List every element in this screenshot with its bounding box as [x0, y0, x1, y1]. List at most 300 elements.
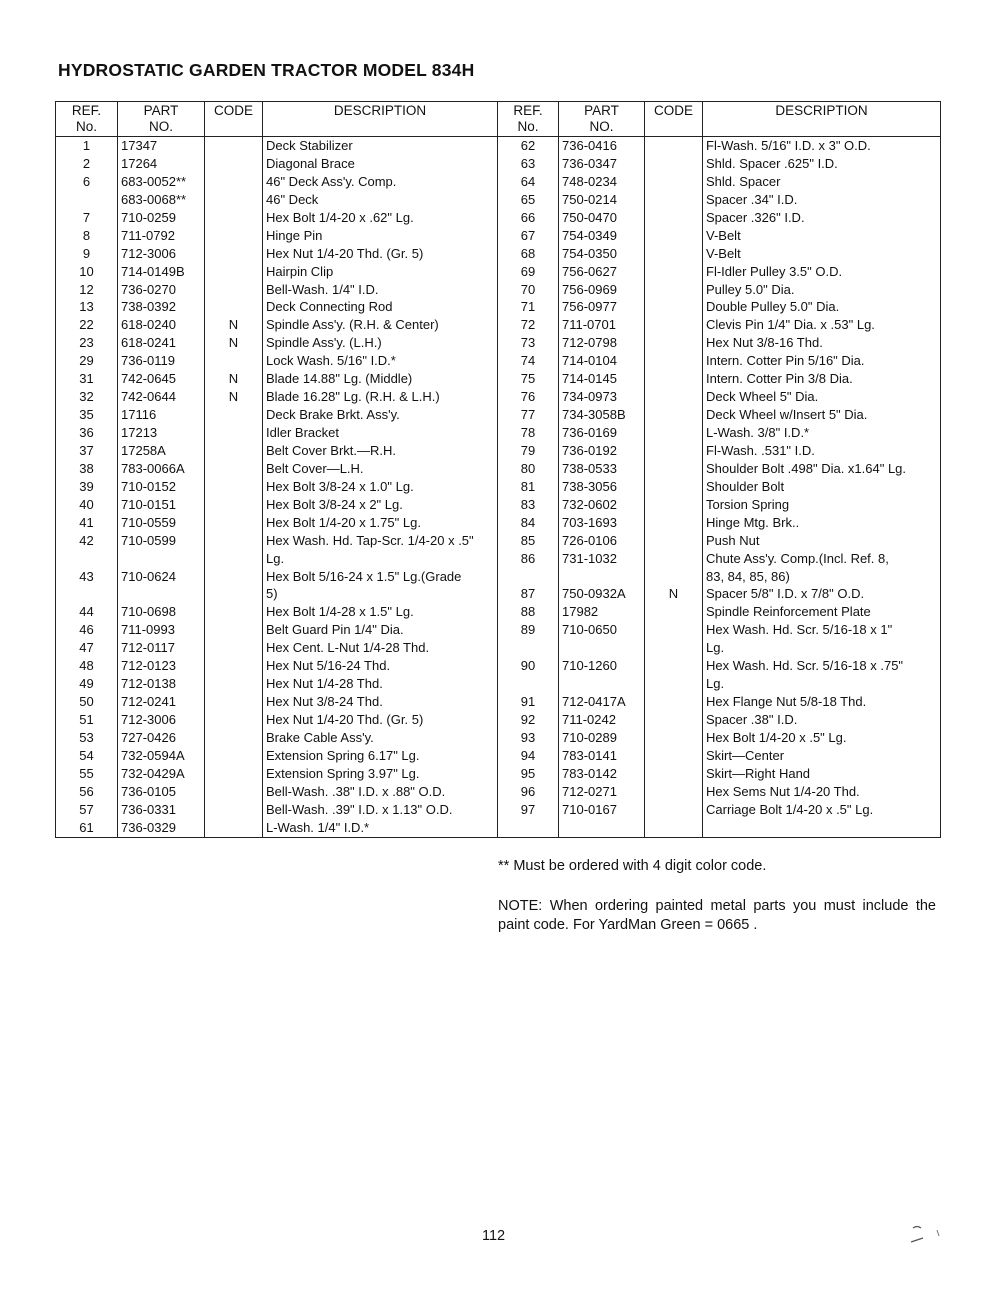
cell-description-left: 46" Deck: [263, 191, 498, 209]
cell-code-right: [645, 352, 703, 370]
cell-code-left: [205, 424, 263, 442]
cell-description-left: Deck Connecting Rod: [263, 298, 498, 316]
cell-description-right: Hex Sems Nut 1/4-20 Thd.: [703, 783, 941, 801]
cell-part-left: 738-0392: [118, 298, 205, 316]
cell-description-right: 83, 84, 85, 86): [703, 568, 941, 586]
parts-table-body: [56, 137, 941, 838]
cell-part-right: 712-0417A: [559, 693, 645, 711]
cell-ref-right: 74: [498, 352, 559, 370]
cell-ref-right: 69: [498, 263, 559, 281]
header-code-right: CODE: [645, 102, 703, 137]
cell-ref-left: 46: [56, 621, 118, 639]
cell-code-right: [645, 514, 703, 532]
cell-ref-right: 95: [498, 765, 559, 783]
cell-part-left: 742-0644: [118, 388, 205, 406]
cell-code-right: [645, 765, 703, 783]
cell-ref-right: 96: [498, 783, 559, 801]
table-row: [56, 657, 941, 675]
cell-ref-left: 39: [56, 478, 118, 496]
cell-code-right: [645, 568, 703, 586]
cell-part-left: 618-0240: [118, 316, 205, 334]
cell-description-left: Bell-Wash. .39" I.D. x 1.13" O.D.: [263, 801, 498, 819]
cell-code-right: [645, 316, 703, 334]
table-row: [56, 639, 941, 657]
cell-part-right: 756-0627: [559, 263, 645, 281]
cell-code-left: [205, 281, 263, 299]
cell-description-left: Hex Nut 1/4-20 Thd. (Gr. 5): [263, 711, 498, 729]
cell-code-left: [205, 191, 263, 209]
cell-part-left: 710-0599: [118, 532, 205, 550]
cell-code-right: [645, 783, 703, 801]
cell-code-right: [645, 191, 703, 209]
table-row: [56, 406, 941, 424]
cell-part-left: 736-0105: [118, 783, 205, 801]
cell-description-right: Intern. Cotter Pin 5/16" Dia.: [703, 352, 941, 370]
cell-code-right: [645, 657, 703, 675]
cell-part-left: 714-0149B: [118, 263, 205, 281]
cell-ref-left: 48: [56, 657, 118, 675]
cell-part-left: 736-0119: [118, 352, 205, 370]
cell-ref-left: [56, 191, 118, 209]
cell-part-left: 710-0152: [118, 478, 205, 496]
cell-description-right: Fl-Idler Pulley 3.5" O.D.: [703, 263, 941, 281]
document-title: HYDROSTATIC GARDEN TRACTOR MODEL 834H: [58, 60, 475, 80]
cell-part-right: 756-0977: [559, 298, 645, 316]
cell-description-left: Spindle Ass'y. (R.H. & Center): [263, 316, 498, 334]
cell-description-right: [703, 819, 941, 837]
header-ref-left: REF. No.: [56, 102, 118, 137]
table-row: [56, 747, 941, 765]
cell-description-right: V-Belt: [703, 245, 941, 263]
cell-code-right: [645, 729, 703, 747]
cell-code-right: [645, 621, 703, 639]
cell-description-left: Hex Nut 5/16-24 Thd.: [263, 657, 498, 675]
cell-ref-left: 13: [56, 298, 118, 316]
cell-code-left: [205, 657, 263, 675]
cell-description-left: Deck Stabilizer: [263, 137, 498, 155]
cell-part-left: 712-0117: [118, 639, 205, 657]
cell-part-left: [118, 550, 205, 568]
cell-code-left: [205, 263, 263, 281]
cell-ref-left: 36: [56, 424, 118, 442]
cell-description-right: Lg.: [703, 675, 941, 693]
cell-description-right: Spacer .38" I.D.: [703, 711, 941, 729]
cell-description-left: Lg.: [263, 550, 498, 568]
cell-part-left: 736-0329: [118, 819, 205, 837]
cell-ref-left: 12: [56, 281, 118, 299]
cell-description-left: Extension Spring 6.17" Lg.: [263, 747, 498, 765]
table-row: [56, 603, 941, 621]
table-row: [56, 532, 941, 550]
cell-ref-right: 94: [498, 747, 559, 765]
cell-ref-left: 40: [56, 496, 118, 514]
cell-description-left: Spindle Ass'y. (L.H.): [263, 334, 498, 352]
cell-ref-right: 62: [498, 137, 559, 155]
cell-ref-left: 37: [56, 442, 118, 460]
cell-description-left: Hex Cent. L-Nut 1/4-28 Thd.: [263, 639, 498, 657]
cell-code-left: N: [205, 334, 263, 352]
cell-description-right: Spindle Reinforcement Plate: [703, 603, 941, 621]
cell-part-right: 750-0214: [559, 191, 645, 209]
cell-description-right: Pulley 5.0" Dia.: [703, 281, 941, 299]
cell-ref-left: [56, 585, 118, 603]
cell-part-left: 683-0068**: [118, 191, 205, 209]
table-row: [56, 801, 941, 819]
cell-code-left: [205, 711, 263, 729]
cell-ref-right: [498, 639, 559, 657]
cell-code-right: [645, 532, 703, 550]
cell-part-right: 734-0973: [559, 388, 645, 406]
cell-description-left: Brake Cable Ass'y.: [263, 729, 498, 747]
cell-ref-left: 29: [56, 352, 118, 370]
cell-description-left: Hex Bolt 3/8-24 x 2" Lg.: [263, 496, 498, 514]
cell-code-right: [645, 406, 703, 424]
cell-code-right: [645, 370, 703, 388]
cell-description-left: Hex Nut 1/4-20 Thd. (Gr. 5): [263, 245, 498, 263]
cell-code-right: [645, 137, 703, 155]
cell-description-right: Spacer .34" I.D.: [703, 191, 941, 209]
cell-part-right: 734-3058B: [559, 406, 645, 424]
cell-ref-left: 49: [56, 675, 118, 693]
cell-ref-left: 22: [56, 316, 118, 334]
cell-part-right: 714-0145: [559, 370, 645, 388]
cell-code-left: [205, 729, 263, 747]
cell-code-left: [205, 478, 263, 496]
cell-ref-left: 47: [56, 639, 118, 657]
cell-code-left: [205, 352, 263, 370]
cell-ref-right: 68: [498, 245, 559, 263]
cell-code-left: [205, 496, 263, 514]
cell-ref-left: 10: [56, 263, 118, 281]
cell-description-right: Hex Wash. Hd. Scr. 5/16-18 x 1": [703, 621, 941, 639]
cell-code-left: [205, 801, 263, 819]
header-part-right: PART NO.: [559, 102, 645, 137]
color-code-footnote: ** Must be ordered with 4 digit color code.: [498, 858, 767, 874]
cell-part-right: 750-0932A: [559, 585, 645, 603]
table-row: [56, 478, 941, 496]
cell-ref-left: 54: [56, 747, 118, 765]
cell-description-left: Belt Guard Pin 1/4" Dia.: [263, 621, 498, 639]
cell-description-left: Belt Cover Brkt.—R.H.: [263, 442, 498, 460]
cell-part-right: 703-1693: [559, 514, 645, 532]
cell-part-right: [559, 819, 645, 837]
cell-part-right: 726-0106: [559, 532, 645, 550]
cell-part-left: 711-0993: [118, 621, 205, 639]
header-description-left: DESCRIPTION: [263, 102, 498, 137]
table-row: [56, 191, 941, 209]
cell-part-left: 742-0645: [118, 370, 205, 388]
cell-description-left: Hex Bolt 3/8-24 x 1.0" Lg.: [263, 478, 498, 496]
cell-part-left: 736-0270: [118, 281, 205, 299]
table-row: [56, 729, 941, 747]
cell-part-right: 748-0234: [559, 173, 645, 191]
cell-code-left: [205, 442, 263, 460]
cell-ref-left: 2: [56, 155, 118, 173]
cell-description-right: Skirt—Center: [703, 747, 941, 765]
cell-description-right: Hex Bolt 1/4-20 x .5" Lg.: [703, 729, 941, 747]
cell-ref-right: 92: [498, 711, 559, 729]
cell-description-left: Bell-Wash. .38" I.D. x .88" O.D.: [263, 783, 498, 801]
table-row: [56, 765, 941, 783]
cell-code-right: [645, 460, 703, 478]
cell-code-left: [205, 245, 263, 263]
cell-ref-right: 91: [498, 693, 559, 711]
cell-code-right: [645, 496, 703, 514]
cell-description-right: Fl-Wash. 5/16" I.D. x 3" O.D.: [703, 137, 941, 155]
scan-artifact-mark: [905, 1222, 945, 1248]
cell-part-left: 17258A: [118, 442, 205, 460]
cell-ref-right: 87: [498, 585, 559, 603]
cell-part-left: 712-0138: [118, 675, 205, 693]
cell-ref-left: 53: [56, 729, 118, 747]
cell-ref-left: 35: [56, 406, 118, 424]
table-row: [56, 245, 941, 263]
cell-description-left: Deck Brake Brkt. Ass'y.: [263, 406, 498, 424]
cell-description-left: Belt Cover—L.H.: [263, 460, 498, 478]
cell-part-left: 712-0241: [118, 693, 205, 711]
cell-description-right: Shld. Spacer: [703, 173, 941, 191]
cell-description-left: 5): [263, 585, 498, 603]
table-row: [56, 550, 941, 568]
cell-description-right: Spacer 5/8" I.D. x 7/8" O.D.: [703, 585, 941, 603]
table-row: [56, 137, 941, 155]
table-row: [56, 711, 941, 729]
cell-code-right: [645, 334, 703, 352]
cell-code-right: [645, 245, 703, 263]
table-row: [56, 675, 941, 693]
cell-code-right: [645, 227, 703, 245]
cell-part-left: 618-0241: [118, 334, 205, 352]
header-ref-right: REF. No.: [498, 102, 559, 137]
cell-code-left: [205, 603, 263, 621]
cell-part-left: 710-0698: [118, 603, 205, 621]
cell-description-right: Hex Flange Nut 5/8-18 Thd.: [703, 693, 941, 711]
cell-part-left: 732-0594A: [118, 747, 205, 765]
table-row: [56, 173, 941, 191]
cell-ref-right: 78: [498, 424, 559, 442]
cell-code-right: [645, 550, 703, 568]
cell-part-left: 17213: [118, 424, 205, 442]
cell-ref-right: 79: [498, 442, 559, 460]
cell-code-left: N: [205, 316, 263, 334]
table-row: [56, 155, 941, 173]
table-row: [56, 424, 941, 442]
header-description-right: DESCRIPTION: [703, 102, 941, 137]
cell-code-left: N: [205, 388, 263, 406]
cell-ref-right: 90: [498, 657, 559, 675]
cell-part-right: 783-0142: [559, 765, 645, 783]
header-part-left: PART NO.: [118, 102, 205, 137]
cell-code-left: [205, 747, 263, 765]
table-row: [56, 693, 941, 711]
table-row: [56, 334, 941, 352]
cell-ref-right: 93: [498, 729, 559, 747]
cell-ref-right: 76: [498, 388, 559, 406]
table-row: [56, 783, 941, 801]
cell-ref-right: 77: [498, 406, 559, 424]
cell-code-left: [205, 819, 263, 837]
cell-ref-right: 64: [498, 173, 559, 191]
cell-part-left: 17264: [118, 155, 205, 173]
cell-code-right: [645, 478, 703, 496]
cell-code-left: [205, 209, 263, 227]
cell-part-left: 17116: [118, 406, 205, 424]
cell-code-left: [205, 406, 263, 424]
cell-code-left: N: [205, 370, 263, 388]
cell-part-right: 738-0533: [559, 460, 645, 478]
cell-code-left: [205, 173, 263, 191]
cell-part-right: 754-0350: [559, 245, 645, 263]
cell-description-left: Hinge Pin: [263, 227, 498, 245]
cell-code-right: [645, 675, 703, 693]
cell-description-right: Shoulder Bolt .498" Dia. x1.64" Lg.: [703, 460, 941, 478]
cell-ref-right: 71: [498, 298, 559, 316]
cell-part-right: 754-0349: [559, 227, 645, 245]
cell-code-left: [205, 639, 263, 657]
cell-description-left: Hex Wash. Hd. Tap-Scr. 1/4-20 x .5": [263, 532, 498, 550]
cell-description-left: Hex Bolt 1/4-20 x 1.75" Lg.: [263, 514, 498, 532]
cell-part-left: 710-0624: [118, 568, 205, 586]
cell-ref-right: 97: [498, 801, 559, 819]
cell-ref-left: 32: [56, 388, 118, 406]
table-row: [56, 281, 941, 299]
cell-part-right: 711-0701: [559, 316, 645, 334]
cell-part-right: 736-0192: [559, 442, 645, 460]
cell-ref-right: 80: [498, 460, 559, 478]
cell-part-right: 711-0242: [559, 711, 645, 729]
cell-code-right: [645, 711, 703, 729]
table-row: [56, 819, 941, 837]
cell-description-right: Shld. Spacer .625" I.D.: [703, 155, 941, 173]
cell-description-left: Bell-Wash. 1/4" I.D.: [263, 281, 498, 299]
cell-part-right: 736-0169: [559, 424, 645, 442]
cell-part-left: 683-0052**: [118, 173, 205, 191]
cell-ref-right: 86: [498, 550, 559, 568]
cell-description-left: Extension Spring 3.97" Lg.: [263, 765, 498, 783]
cell-part-right: 738-3056: [559, 478, 645, 496]
cell-ref-left: 56: [56, 783, 118, 801]
cell-ref-left: 23: [56, 334, 118, 352]
cell-code-left: [205, 765, 263, 783]
cell-code-right: [645, 747, 703, 765]
cell-description-right: Torsion Spring: [703, 496, 941, 514]
cell-ref-right: [498, 675, 559, 693]
cell-code-right: [645, 155, 703, 173]
table-row: [56, 460, 941, 478]
table-row: [56, 568, 941, 586]
cell-ref-right: [498, 819, 559, 837]
cell-code-right: [645, 424, 703, 442]
cell-description-left: Hex Bolt 1/4-28 x 1.5" Lg.: [263, 603, 498, 621]
cell-ref-right: [498, 568, 559, 586]
cell-code-left: [205, 550, 263, 568]
header-code-left: CODE: [205, 102, 263, 137]
cell-part-right: 710-1260: [559, 657, 645, 675]
cell-ref-left: 44: [56, 603, 118, 621]
cell-part-right: 732-0602: [559, 496, 645, 514]
cell-code-left: [205, 621, 263, 639]
cell-description-right: Hex Wash. Hd. Scr. 5/16-18 x .75": [703, 657, 941, 675]
cell-code-left: [205, 227, 263, 245]
cell-description-left: Lock Wash. 5/16" I.D.*: [263, 352, 498, 370]
cell-ref-left: 7: [56, 209, 118, 227]
cell-part-left: 732-0429A: [118, 765, 205, 783]
paint-code-note: NOTE: When ordering painted metal parts you must include the paint code. For YardMan Green = 0665 .: [498, 898, 936, 933]
table-row: [56, 621, 941, 639]
cell-description-right: V-Belt: [703, 227, 941, 245]
cell-description-right: L-Wash. 3/8" I.D.*: [703, 424, 941, 442]
cell-part-right: 712-0271: [559, 783, 645, 801]
cell-description-right: Push Nut: [703, 532, 941, 550]
cell-ref-left: 41: [56, 514, 118, 532]
cell-description-right: Lg.: [703, 639, 941, 657]
cell-description-left: 46" Deck Ass'y. Comp.: [263, 173, 498, 191]
page-number: 112: [482, 1228, 506, 1244]
cell-description-left: Idler Bracket: [263, 424, 498, 442]
cell-part-right: 17982: [559, 603, 645, 621]
cell-ref-left: 38: [56, 460, 118, 478]
table-row: [56, 209, 941, 227]
cell-part-right: 731-1032: [559, 550, 645, 568]
cell-ref-right: 65: [498, 191, 559, 209]
cell-part-right: 750-0470: [559, 209, 645, 227]
cell-code-left: [205, 137, 263, 155]
cell-code-left: [205, 585, 263, 603]
cell-part-left: 712-3006: [118, 711, 205, 729]
cell-code-right: [645, 819, 703, 837]
cell-code-right: [645, 603, 703, 621]
cell-description-right: Hinge Mtg. Brk..: [703, 514, 941, 532]
cell-part-left: 17347: [118, 137, 205, 155]
table-row: [56, 514, 941, 532]
cell-part-left: [118, 585, 205, 603]
cell-description-right: Double Pulley 5.0" Dia.: [703, 298, 941, 316]
cell-description-right: Intern. Cotter Pin 3/8 Dia.: [703, 370, 941, 388]
cell-code-right: [645, 173, 703, 191]
cell-description-right: Skirt—Right Hand: [703, 765, 941, 783]
cell-ref-left: 51: [56, 711, 118, 729]
table-row: [56, 496, 941, 514]
cell-description-right: Carriage Bolt 1/4-20 x .5" Lg.: [703, 801, 941, 819]
cell-part-left: 710-0151: [118, 496, 205, 514]
cell-description-left: Hex Bolt 5/16-24 x 1.5" Lg.(Grade: [263, 568, 498, 586]
cell-code-left: [205, 460, 263, 478]
cell-description-left: L-Wash. 1/4" I.D.*: [263, 819, 498, 837]
cell-ref-left: 57: [56, 801, 118, 819]
cell-code-right: [645, 263, 703, 281]
cell-part-right: 783-0141: [559, 747, 645, 765]
cell-description-right: Fl-Wash. .531" I.D.: [703, 442, 941, 460]
cell-description-right: Shoulder Bolt: [703, 478, 941, 496]
cell-ref-right: 67: [498, 227, 559, 245]
cell-ref-right: 70: [498, 281, 559, 299]
cell-part-left: 736-0331: [118, 801, 205, 819]
cell-ref-right: 85: [498, 532, 559, 550]
cell-description-right: Chute Ass'y. Comp.(Incl. Ref. 8,: [703, 550, 941, 568]
cell-ref-left: 43: [56, 568, 118, 586]
cell-code-right: N: [645, 585, 703, 603]
cell-ref-right: 75: [498, 370, 559, 388]
cell-ref-left: 6: [56, 173, 118, 191]
cell-ref-right: 63: [498, 155, 559, 173]
cell-ref-left: 31: [56, 370, 118, 388]
cell-part-left: 712-0123: [118, 657, 205, 675]
cell-part-right: 714-0104: [559, 352, 645, 370]
cell-code-right: [645, 801, 703, 819]
cell-code-right: [645, 442, 703, 460]
cell-part-right: [559, 675, 645, 693]
cell-description-right: Deck Wheel 5" Dia.: [703, 388, 941, 406]
